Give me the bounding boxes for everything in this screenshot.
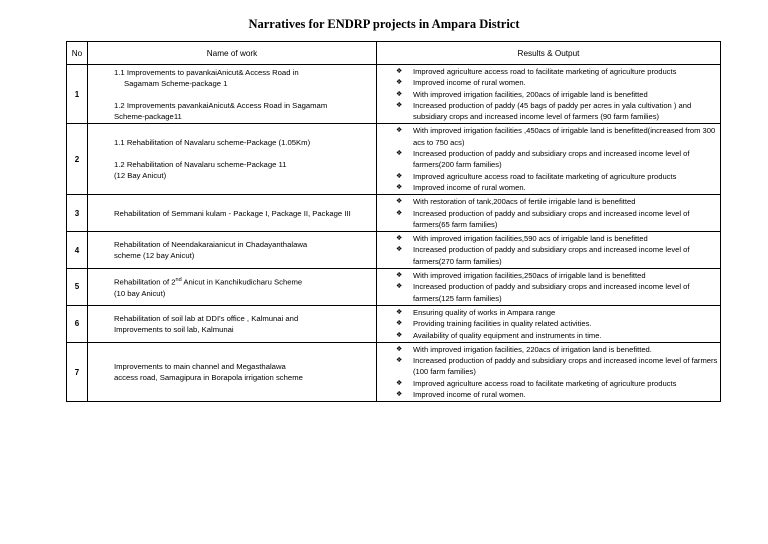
work-name-line: (10 bay Anicut) (114, 288, 166, 298)
diamond-bullet-icon: ❖ (396, 235, 403, 243)
row-number: 2 (67, 124, 88, 195)
work-name-line: Rehabilitation of 2nd Anicut in Kanchikudicharu Scheme (114, 277, 303, 287)
results-cell (377, 65, 721, 124)
result-text: Improved income of rural women. (413, 182, 526, 192)
results-list (377, 125, 718, 193)
result-text: Increased production of paddy and subsidiary crops and increased income level of farmers(270 farm families) (413, 245, 690, 266)
header-name-of-work: Name of work (88, 42, 377, 65)
result-text: With improved irrigation facilities ,450acs of irrigable land is benefitted(increased from 300 acs to 750 acs) (413, 126, 716, 147)
work-name-line: 1.1 Improvements to pavankaiAnicut& Access Road in (114, 67, 299, 77)
result-item (377, 182, 718, 193)
diamond-bullet-icon: ❖ (396, 331, 403, 339)
diamond-bullet-icon: ❖ (396, 357, 403, 365)
diamond-bullet-icon: ❖ (396, 68, 403, 75)
diamond-bullet-icon: ❖ (396, 101, 403, 109)
result-text: Availability of quality equipment and instruments in time. (413, 330, 602, 340)
result-item (377, 100, 718, 123)
result-item (377, 270, 718, 281)
row-number: 1 (67, 65, 88, 124)
work-name-line: Rehabilitation of Semmani kulam - Package I, Package II, Package III (114, 208, 351, 218)
work-name-cell (88, 269, 377, 306)
result-item (377, 77, 718, 88)
result-text: With improved irrigation facilities,590 acs of irrigable land is benefitted (413, 234, 648, 244)
diamond-bullet-icon: ❖ (396, 320, 403, 328)
result-text: Increased production of paddy and subsidiary crops and increased income level of farmers (100 farm families) (413, 356, 718, 377)
result-text: Increased production of paddy and subsidiary crops and increased income level of farmers(65 farm families) (413, 208, 690, 229)
table-row (67, 65, 721, 124)
result-text: Providing training facilities in quality related activities. (413, 319, 592, 329)
result-text: Increased production of paddy (45 bags of paddy per acres in yala cultivation ) and subsidiary crops and increased income level of farmers (90 farm families) (413, 100, 692, 122)
result-item (377, 389, 718, 400)
results-cell (377, 195, 721, 232)
table-row (67, 195, 721, 232)
table-row (67, 305, 721, 342)
result-item (377, 66, 718, 77)
results-cell (377, 342, 721, 401)
row-number: 4 (67, 232, 88, 269)
work-name-line: Rehabilitation of Neendakaraianicut in Chadayanthalawa (114, 240, 308, 250)
table-row (67, 232, 721, 269)
diamond-bullet-icon: ❖ (396, 127, 403, 135)
diamond-bullet-icon: ❖ (396, 150, 403, 158)
work-name-line: (12 Bay Anicut) (114, 171, 167, 181)
result-item (377, 125, 718, 148)
result-text: With improved irrigation facilities, 200acs of irrigable land is benefitted (413, 89, 648, 99)
diamond-bullet-icon: ❖ (396, 198, 403, 206)
line-gap (114, 89, 372, 100)
diamond-bullet-icon: ❖ (396, 209, 403, 217)
result-item (377, 281, 718, 304)
results-list (377, 344, 718, 400)
result-text: Improved agriculture access road to facilitate marketing of agriculture products (413, 67, 677, 76)
result-item (377, 355, 718, 378)
diamond-bullet-icon: ❖ (396, 391, 403, 399)
document-title: Narratives for ENDRP projects in Ampara District (248, 17, 520, 31)
result-text: Improved income of rural women. (413, 390, 526, 400)
row-number: 5 (67, 269, 88, 306)
row-number: 7 (67, 342, 88, 401)
diamond-bullet-icon: ❖ (396, 172, 403, 180)
result-item (377, 148, 718, 171)
result-text: Increased production of paddy and subsidiary crops and increased income level of farmers(125 farm families) (413, 282, 690, 303)
work-name-line: access road, Samagipura in Borapola irrigation scheme (114, 373, 303, 383)
result-text: Improved income of rural women. (413, 78, 526, 88)
result-item (377, 307, 718, 318)
result-text: Improved agriculture access road to facilitate marketing of agriculture products (413, 378, 677, 388)
results-list (377, 196, 718, 230)
result-text: With restoration of tank,200acs of fertile irrigable land is benefitted (413, 197, 636, 207)
result-text: Improved agriculture access road to facilitate marketing of agriculture products (413, 171, 677, 181)
result-item (377, 89, 718, 100)
result-text: With improved irrigation facilities,250acs of irrigable land is benefitted (413, 271, 646, 281)
result-item (377, 171, 718, 182)
result-item (377, 208, 718, 231)
header-no: No (67, 42, 88, 65)
results-cell (377, 269, 721, 306)
work-name-line: 1.1 Rehabilitation of Navalaru scheme-Package (1.05Km) (114, 138, 311, 148)
result-item (377, 344, 718, 355)
result-item (377, 330, 718, 341)
diamond-bullet-icon: ❖ (396, 379, 403, 387)
line-gap (114, 148, 372, 159)
results-list (377, 307, 718, 341)
table-row (67, 269, 721, 306)
result-text: With improved irrigation facilities, 220acs of irrigation land is benefitted. (413, 344, 652, 354)
table-row (67, 124, 721, 195)
work-name-line: Scheme-package11 (114, 111, 182, 121)
table-row (67, 342, 721, 401)
work-name-line: scheme (12 bay Anicut) (114, 251, 195, 261)
results-cell (377, 305, 721, 342)
diamond-bullet-icon: ❖ (396, 90, 403, 98)
results-cell (377, 124, 721, 195)
work-name-cell (88, 124, 377, 195)
result-text: Ensuring quality of works in Ampara range (413, 307, 556, 317)
row-number: 3 (67, 195, 88, 232)
results-list (377, 270, 718, 304)
diamond-bullet-icon: ❖ (396, 272, 403, 280)
diamond-bullet-icon: ❖ (396, 79, 403, 87)
result-item (377, 244, 718, 267)
projects-table (66, 41, 721, 402)
result-item (377, 378, 718, 389)
work-name-cell (88, 195, 377, 232)
work-name-line: 1.2 Improvements pavankaiAnicut& Access Road in Sagamam (114, 100, 328, 110)
work-name-line: Improvements to soil lab, Kalmunai (114, 324, 234, 334)
work-name-cell (88, 65, 377, 124)
table-header-row (67, 42, 721, 65)
diamond-bullet-icon: ❖ (396, 308, 403, 316)
work-name-line: Sagamam Scheme-package 1 (124, 78, 228, 88)
work-name-line: Improvements to main channel and Megasthalawa (114, 362, 286, 372)
work-name-cell (88, 342, 377, 401)
row-number: 6 (67, 305, 88, 342)
header-results-output: Results & Output (377, 42, 721, 65)
diamond-bullet-icon: ❖ (396, 283, 403, 291)
work-name-cell (88, 232, 377, 269)
work-name-line: 1.2 Rehabilitation of Navalaru scheme-Package 11 (114, 160, 287, 170)
work-name-line: Rehabilitation of soil lab at DDI's office , Kalmunai and (114, 313, 299, 323)
result-item (377, 196, 718, 207)
diamond-bullet-icon: ❖ (396, 183, 403, 191)
work-name-cell (88, 305, 377, 342)
result-item (377, 233, 718, 244)
result-item (377, 318, 718, 329)
results-list (377, 66, 718, 122)
results-list (377, 233, 718, 267)
result-text: Increased production of paddy and subsidiary crops and increased income level of farmers(200 farm families) (413, 149, 690, 170)
results-cell (377, 232, 721, 269)
diamond-bullet-icon: ❖ (396, 246, 403, 254)
diamond-bullet-icon: ❖ (396, 345, 403, 353)
